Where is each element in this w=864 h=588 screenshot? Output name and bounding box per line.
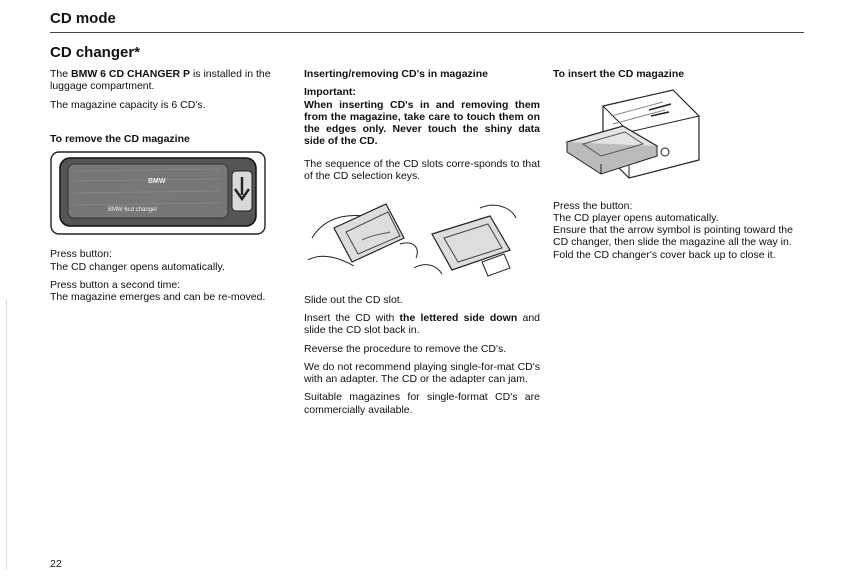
suitable-text: Suitable magazines for single-format CD's are commercially available. [304, 391, 540, 416]
sequence-text: The sequence of the CD slots corre-sponds to that of the CD selection keys. [304, 157, 540, 183]
intro-prefix: The [50, 68, 72, 80]
column-left [50, 68, 290, 310]
player-opens-text: The CD player opens automatically. [553, 211, 719, 224]
column-right [553, 68, 793, 267]
insert-prefix: Insert the CD with [304, 311, 400, 324]
changer-label: BMW 6cd changer [108, 207, 158, 214]
changer-opens-text: The CD changer opens automatically. [50, 260, 225, 273]
insert-bold: the lettered side down [399, 311, 518, 324]
intro-suffix: is installed in the luggage compartment. [50, 68, 271, 93]
intro-paragraph [50, 68, 290, 93]
press-button-label: Press button: [50, 248, 112, 261]
insert-magazine-heading: To insert the CD magazine [553, 68, 685, 80]
column-middle [304, 68, 540, 422]
insert-cd-text [304, 312, 540, 337]
product-name: BMW 6 CD CHANGER P [71, 68, 191, 80]
cd-magazine-illustration [553, 86, 703, 186]
brand-label: BMW [148, 178, 166, 186]
insert-suffix: and slide the CD slot back in. [304, 311, 540, 337]
page-header-title: CD mode [50, 10, 116, 27]
ensure-arrow-text: Ensure that the arrow symbol is pointing toward the CD changer, then slide the magazine all the way in. [553, 224, 793, 249]
magazine-emerges-text: The magazine emerges and can be re-moved. [50, 291, 266, 304]
changer-figure [50, 151, 290, 238]
capacity-text: The magazine capacity is 6 CD's. [50, 98, 206, 111]
page-number: 22 [50, 558, 62, 570]
inserting-heading: Inserting/removing CD's in magazine [304, 68, 488, 80]
section-title: CD changer* [50, 44, 141, 61]
cd-changer-illustration [50, 151, 266, 235]
important-label: Important: [304, 86, 356, 99]
fold-cover-text: Fold the CD changer's cover back up to close it. [553, 248, 776, 261]
reverse-text: Reverse the procedure to remove the CD's. [304, 342, 507, 355]
cd-slot-illustration [304, 188, 540, 280]
slide-out-text: Slide out the CD slot. [304, 293, 403, 306]
press-again-label: Press button a second time: [50, 279, 181, 292]
recommend-text: We do not recommend playing single-for-mat CD's with an adapter. The CD or the adapter can jam. [304, 360, 540, 386]
header-divider [50, 32, 804, 33]
magazine-figure [553, 86, 793, 189]
important-text: When inserting CD's in and removing them from the magazine, take care to touch them on the edges only. Never touch the shiny data side of the CD. [304, 98, 540, 148]
cd-slot-figure [304, 188, 540, 283]
press-button-text: Press the button: [553, 199, 633, 212]
remove-heading: To remove the CD magazine [50, 132, 190, 145]
page-edge-line [6, 300, 7, 570]
